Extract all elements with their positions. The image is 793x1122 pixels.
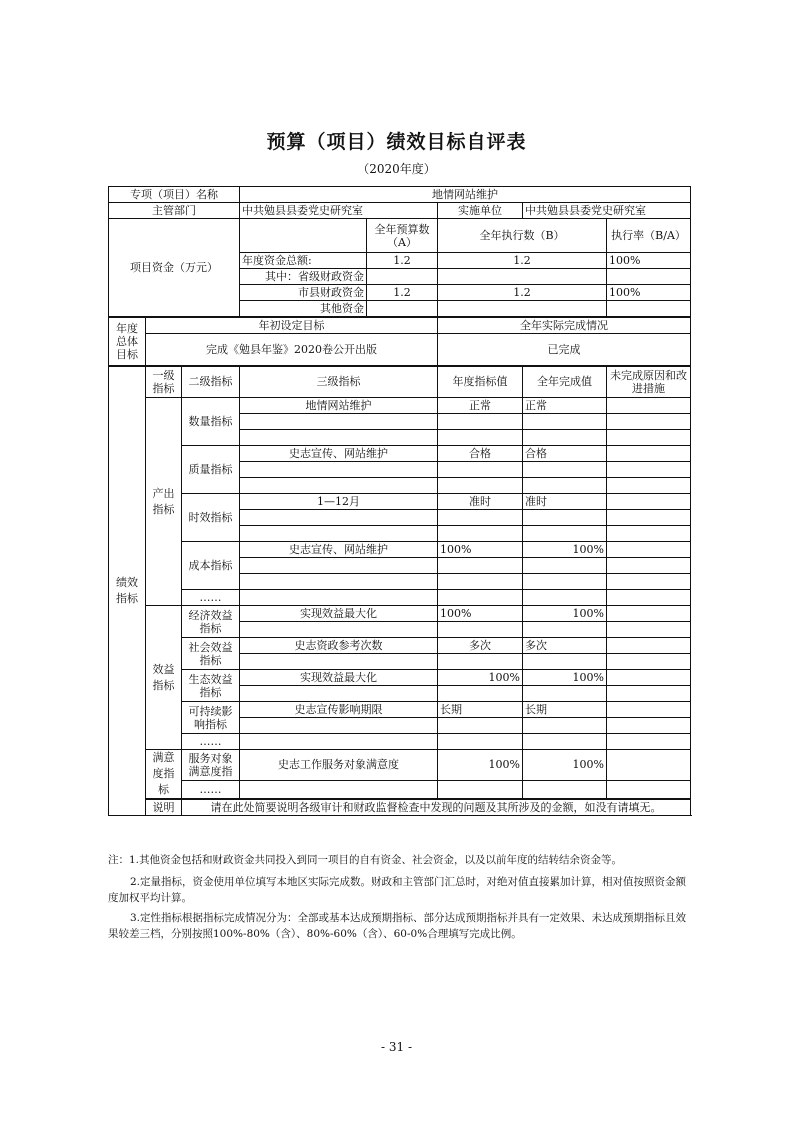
annual-goal-label: 年度总体目标 [109, 317, 146, 366]
timeliness-indicator: 1—12月 [240, 494, 438, 510]
total-budget-value: 1.2 [367, 253, 438, 269]
economic-target: 100% [438, 606, 523, 622]
page-title: 预算（项目）绩效目标自评表 [266, 131, 527, 153]
economic-label: 经济效益指标 [182, 606, 240, 638]
dept-label: 主管部门 [109, 203, 240, 219]
social-target: 多次 [438, 638, 523, 654]
service-actual: 100% [523, 750, 607, 781]
quality-indicator: 史志宣传、网站维护 [240, 446, 438, 462]
county-funds-label: 市县财政资金 [240, 285, 367, 301]
initial-goal-header: 年初设定目标 [146, 317, 438, 334]
total-exec-value: 1.2 [438, 253, 607, 269]
service-indicator: 史志工作服务对象满意度 [240, 750, 438, 781]
quality-label: 质量指标 [182, 446, 240, 494]
social-actual: 多次 [523, 638, 607, 654]
total-funds-label: 年度资金总额: [240, 253, 367, 269]
other-funds-label: 其他资金 [240, 301, 367, 318]
quality-actual: 合格 [523, 446, 607, 462]
timeliness-actual: 准时 [523, 494, 607, 510]
annual-actual-header: 全年完成值 [523, 366, 607, 398]
explain-text: 请在此处简要说明各级审计和财政监督检查中发现的问题及其所涉及的金额，如没有请填无。 [182, 799, 691, 816]
timeliness-label: 时效指标 [182, 494, 240, 542]
satisfaction-label: 满意度指标 [146, 750, 182, 800]
service-label: 服务对象满意度指 [182, 750, 240, 781]
note-1: 注：1.其他资金包括和财政资金共同投入到同一项目的自有资金、社会资金，以及以前年度的结转结余资金等。 [108, 854, 623, 866]
eco-target: 100% [438, 670, 523, 686]
economic-indicator: 实现效益最大化 [240, 606, 438, 622]
dept-value: 中共勉县县委党史研究室 [240, 203, 438, 219]
note-3: 3.定性指标根据指标完成情况分为：全部或基本达成预期指标、部分达成预期指标并具有一定效果、未达成预期指标且效果较差三档，分别按照100%-80%（含）、80%-60%（含）、60-0%合理填写完成比例。 [108, 912, 687, 940]
level3-header: 三级指标 [240, 366, 438, 398]
level2-header: 二级指标 [182, 366, 240, 398]
social-indicator: 史志资政参考次数 [240, 638, 438, 654]
page-subtitle: （2020年度） [357, 162, 436, 176]
perf-indicator-label: 绩效指标 [109, 366, 146, 816]
annual-exec-header: 全年执行数（B） [438, 219, 607, 253]
sustain-indicator: 史志宣传影响期限 [240, 702, 438, 718]
sustain-actual: 长期 [523, 702, 607, 718]
quantity-label: 数量指标 [182, 398, 240, 446]
social-label: 社会效益指标 [182, 638, 240, 670]
project-name-value: 地情网站维护 [240, 187, 691, 203]
reason-header: 未完成原因和改进措施 [607, 366, 691, 398]
quantity-indicator: 地情网站维护 [240, 398, 438, 414]
satisfaction-more-label: …… [182, 780, 240, 799]
sustain-target: 长期 [438, 702, 523, 718]
service-target: 100% [438, 750, 523, 781]
cost-target: 100% [438, 542, 523, 558]
eco-actual: 100% [523, 670, 607, 686]
cost-indicator: 史志宣传、网站维护 [240, 542, 438, 558]
benefit-more-label: …… [182, 734, 240, 750]
output-label: 产出指标 [146, 398, 182, 606]
project-name-label: 专项（项目）名称 [109, 187, 240, 203]
funds-label: 项目资金（万元） [109, 219, 240, 318]
quality-target: 合格 [438, 446, 523, 462]
goal-done-value: 已完成 [438, 334, 691, 366]
county-budget-value: 1.2 [367, 285, 438, 301]
quantity-actual: 正常 [523, 398, 607, 414]
quantity-target: 正常 [438, 398, 523, 414]
impl-unit-value: 中共勉县县委党史研究室 [523, 203, 691, 219]
total-rate-value: 100% [607, 253, 691, 269]
impl-unit-label: 实施单位 [438, 203, 523, 219]
note-2: 2.定量指标，资金使用单位填写本地区实际完成数。财政和主管部门汇总时，对绝对值直接累加计算，相对值按照资金额度加权平均计算。 [108, 876, 687, 904]
annual-target-header: 年度指标值 [438, 366, 523, 398]
actual-completion-header: 全年实际完成情况 [438, 317, 691, 334]
cost-actual: 100% [523, 542, 607, 558]
explain-label: 说明 [146, 799, 182, 816]
eco-indicator: 实现效益最大化 [240, 670, 438, 686]
level1-header: 一级指标 [146, 366, 182, 398]
self-evaluation-table [108, 186, 691, 816]
annual-budget-header: 全年预算数（A） [367, 219, 438, 253]
county-rate-value: 100% [607, 285, 691, 301]
benefit-label: 效益指标 [146, 606, 182, 750]
exec-rate-header: 执行率（B/A） [607, 219, 691, 253]
goal-value: 完成《勉县年鉴》2020卷公开出版 [146, 334, 438, 366]
economic-actual: 100% [523, 606, 607, 622]
page-number: - 31 - [380, 1040, 412, 1054]
sustain-label: 可持续影响指标 [182, 702, 240, 734]
province-funds-label: 其中：省级财政资金 [240, 269, 367, 285]
county-exec-value: 1.2 [438, 285, 607, 301]
cost-label: 成本指标 [182, 542, 240, 590]
eco-label: 生态效益指标 [182, 670, 240, 702]
output-more-label: …… [182, 590, 240, 606]
timeliness-target: 准时 [438, 494, 523, 510]
